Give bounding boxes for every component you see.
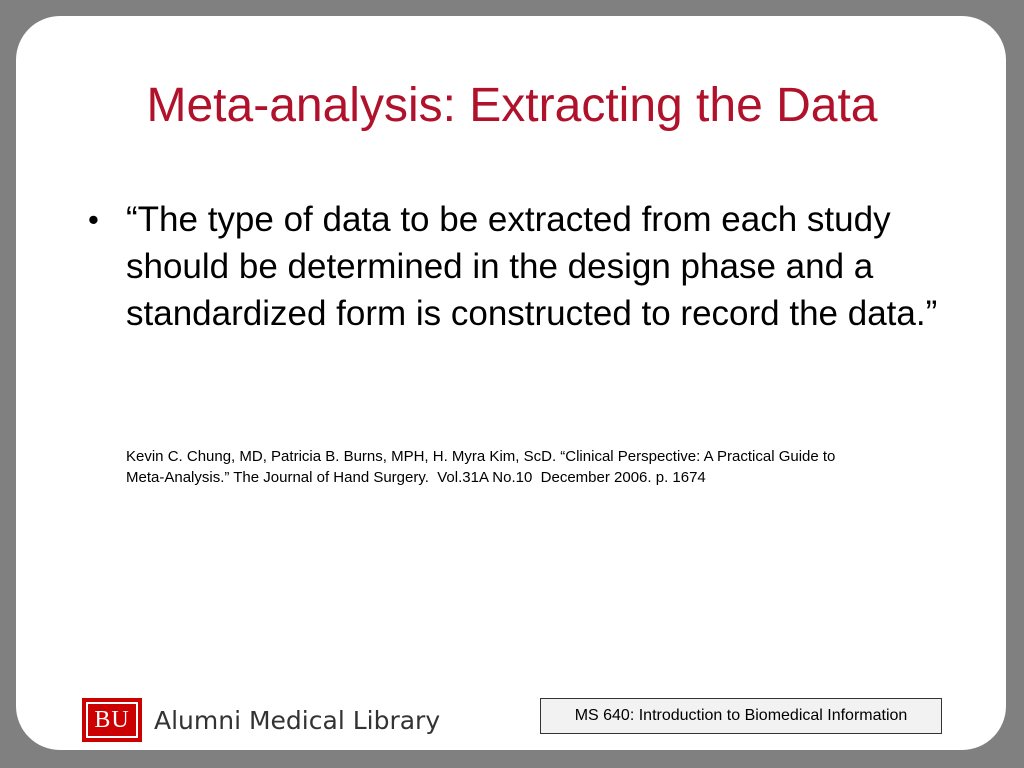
course-label-box: MS 640: Introduction to Biomedical Information xyxy=(540,698,942,734)
citation xyxy=(126,446,956,488)
library-name: Alumni Medical Library xyxy=(154,705,441,735)
slide-title: Meta-analysis: Extracting the Data xyxy=(146,79,878,132)
library-logo xyxy=(82,696,440,744)
bullet-icon: • xyxy=(88,202,99,237)
bu-logo-badge xyxy=(82,698,142,742)
citation-line-1: Kevin C. Chung, MD, Patricia B. Burns, MPH, H. Myra Kim, ScD. “Clinical Perspective: A Practical Guide to xyxy=(126,448,836,465)
bullet-quote-text: “The type of data to be extracted from each study should be determined in the design phase and a standardized form is constructed to record the data.” xyxy=(126,200,938,333)
citation-line-2: Meta-Analysis.” The Journal of Hand Surgery. Vol.31A No.10 December 2006. p. 1674 xyxy=(126,469,706,486)
bu-logo-text: BU xyxy=(86,702,138,738)
